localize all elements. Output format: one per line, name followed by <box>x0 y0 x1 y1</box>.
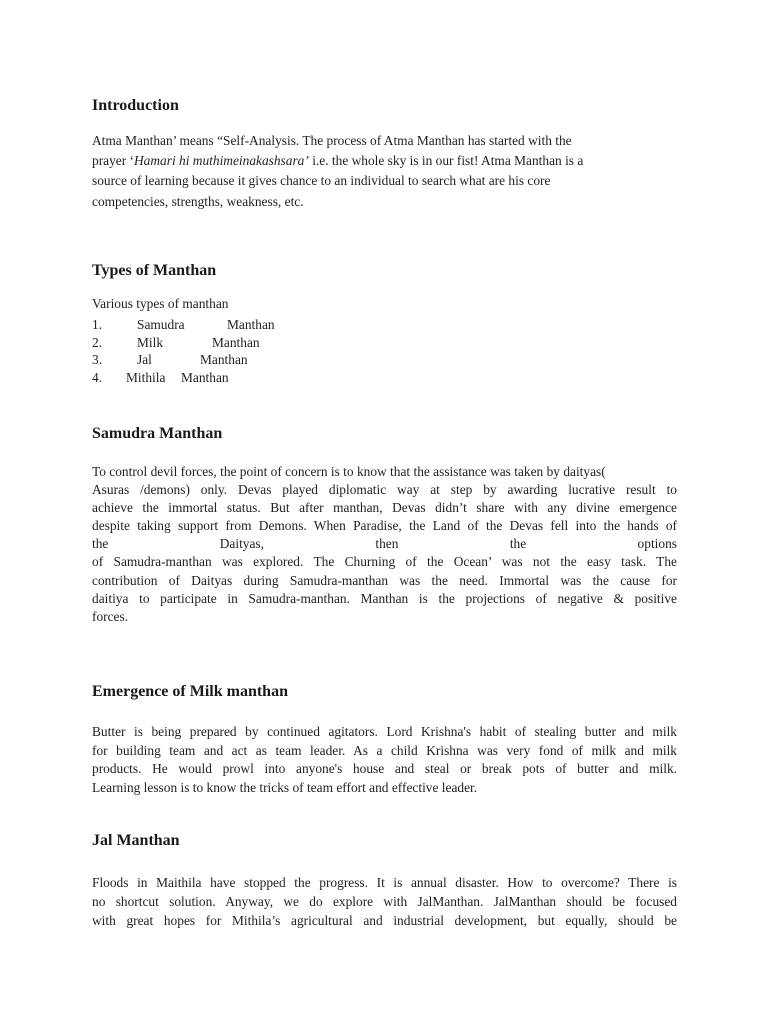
milk-line: Learning lesson is to know the tricks of team effort and effective leader. <box>92 779 478 795</box>
list-word: Samudra <box>137 317 185 332</box>
samudra-line <box>92 463 677 481</box>
spread-word: Daityas, <box>219 536 264 552</box>
list-word: Manthan <box>212 334 260 350</box>
prayer-suffix: i.e. the whole sky is in our fist! Atma Manthan is a <box>308 153 584 169</box>
list-word: Mithila <box>126 369 166 385</box>
list-number: 2. <box>92 334 103 350</box>
samudra-line: despite taking support from Demons. When Paradise, the Land of the Devas fell into the hands of <box>92 518 677 534</box>
list-word: Manthan <box>227 317 275 332</box>
list-word: Manthan <box>200 352 248 368</box>
list-word: Jal <box>137 352 152 368</box>
list-word: Milk <box>137 334 164 350</box>
samudra-line: of Samudra-manthan was explored. The Churning of the Ocean’ was not the easy task. The <box>92 554 677 570</box>
types-list <box>92 316 292 386</box>
spread-word: the <box>509 536 527 552</box>
jal-line: Floods in Maithila have stopped the progress. It is annual disaster. How to overcome? There is <box>92 875 677 890</box>
introduction-line-2 <box>92 151 677 171</box>
list-item <box>92 351 292 369</box>
samudra-line: forces. <box>92 608 129 624</box>
samudra-line: achieve the immortal status. But after manthan, Devas didn’t share with any divine emergence <box>92 500 677 516</box>
spread-word: then <box>375 536 399 552</box>
list-number: 1. <box>92 317 103 332</box>
introduction-line-1: Atma Manthan’ means “Self-Analysis. The process of Atma Manthan has started with the <box>92 133 572 148</box>
samudra-line-text: To control devil forces, the point of concern is to know that the assistance was taken by daityas( <box>92 464 606 479</box>
list-item <box>92 334 292 352</box>
spread-word: the <box>92 536 109 552</box>
milk-line: products. He would prowl into anyone's house and steal or break pots of butter and milk. <box>92 761 677 777</box>
milk-line: for building team and act as team leader. As a child Krishna was very fond of milk and milk <box>92 742 677 758</box>
types-intro: Various types of manthan <box>92 296 229 311</box>
milk-paragraph <box>92 723 677 797</box>
list-word: Manthan <box>181 369 229 385</box>
list-item <box>92 316 292 334</box>
spread-word: options <box>637 536 677 552</box>
samudra-heading: Samudra Manthan <box>92 425 223 442</box>
samudra-paragraph <box>92 463 677 626</box>
samudra-spread-line <box>92 535 677 553</box>
milk-heading: Emergence of Milk manthan <box>92 683 288 700</box>
list-number: 4. <box>92 369 103 385</box>
introduction-line-4: competencies, strengths, weakness, etc. <box>92 193 304 209</box>
introduction-heading: Introduction <box>92 97 179 114</box>
samudra-line: contribution of Daityas during Samudra-manthan was the need. Immortal was the cause for <box>92 572 677 588</box>
list-item <box>92 369 292 387</box>
jal-heading: Jal Manthan <box>92 832 180 849</box>
prayer-quote: Hamari hi muthimeinakashsara’ <box>134 153 309 169</box>
prayer-prefix: prayer ‘ <box>92 153 135 169</box>
samudra-line: Asuras /demons) only. Devas played diplomatic way at step by awarding lucrative result to <box>92 482 677 498</box>
jal-paragraph <box>92 874 677 930</box>
jal-line: no shortcut solution. Anyway, we do explore with JalManthan. JalManthan should be focused <box>92 893 677 909</box>
introduction-line-3: source of learning because it gives chance to an individual to search what are his core <box>92 173 551 189</box>
milk-line: Butter is being prepared by continued agitators. Lord Krishna's habit of stealing butter and milk <box>92 724 677 739</box>
types-heading: Types of Manthan <box>92 262 217 279</box>
samudra-line: daitiya to participate in Samudra-manthan. Manthan is the projections of negative & positive <box>92 590 677 606</box>
introduction-paragraph <box>92 131 677 212</box>
jal-line: with great hopes for Mithila’s agricultural and industrial development, but equally, should be <box>92 912 677 928</box>
list-number: 3. <box>92 352 103 368</box>
